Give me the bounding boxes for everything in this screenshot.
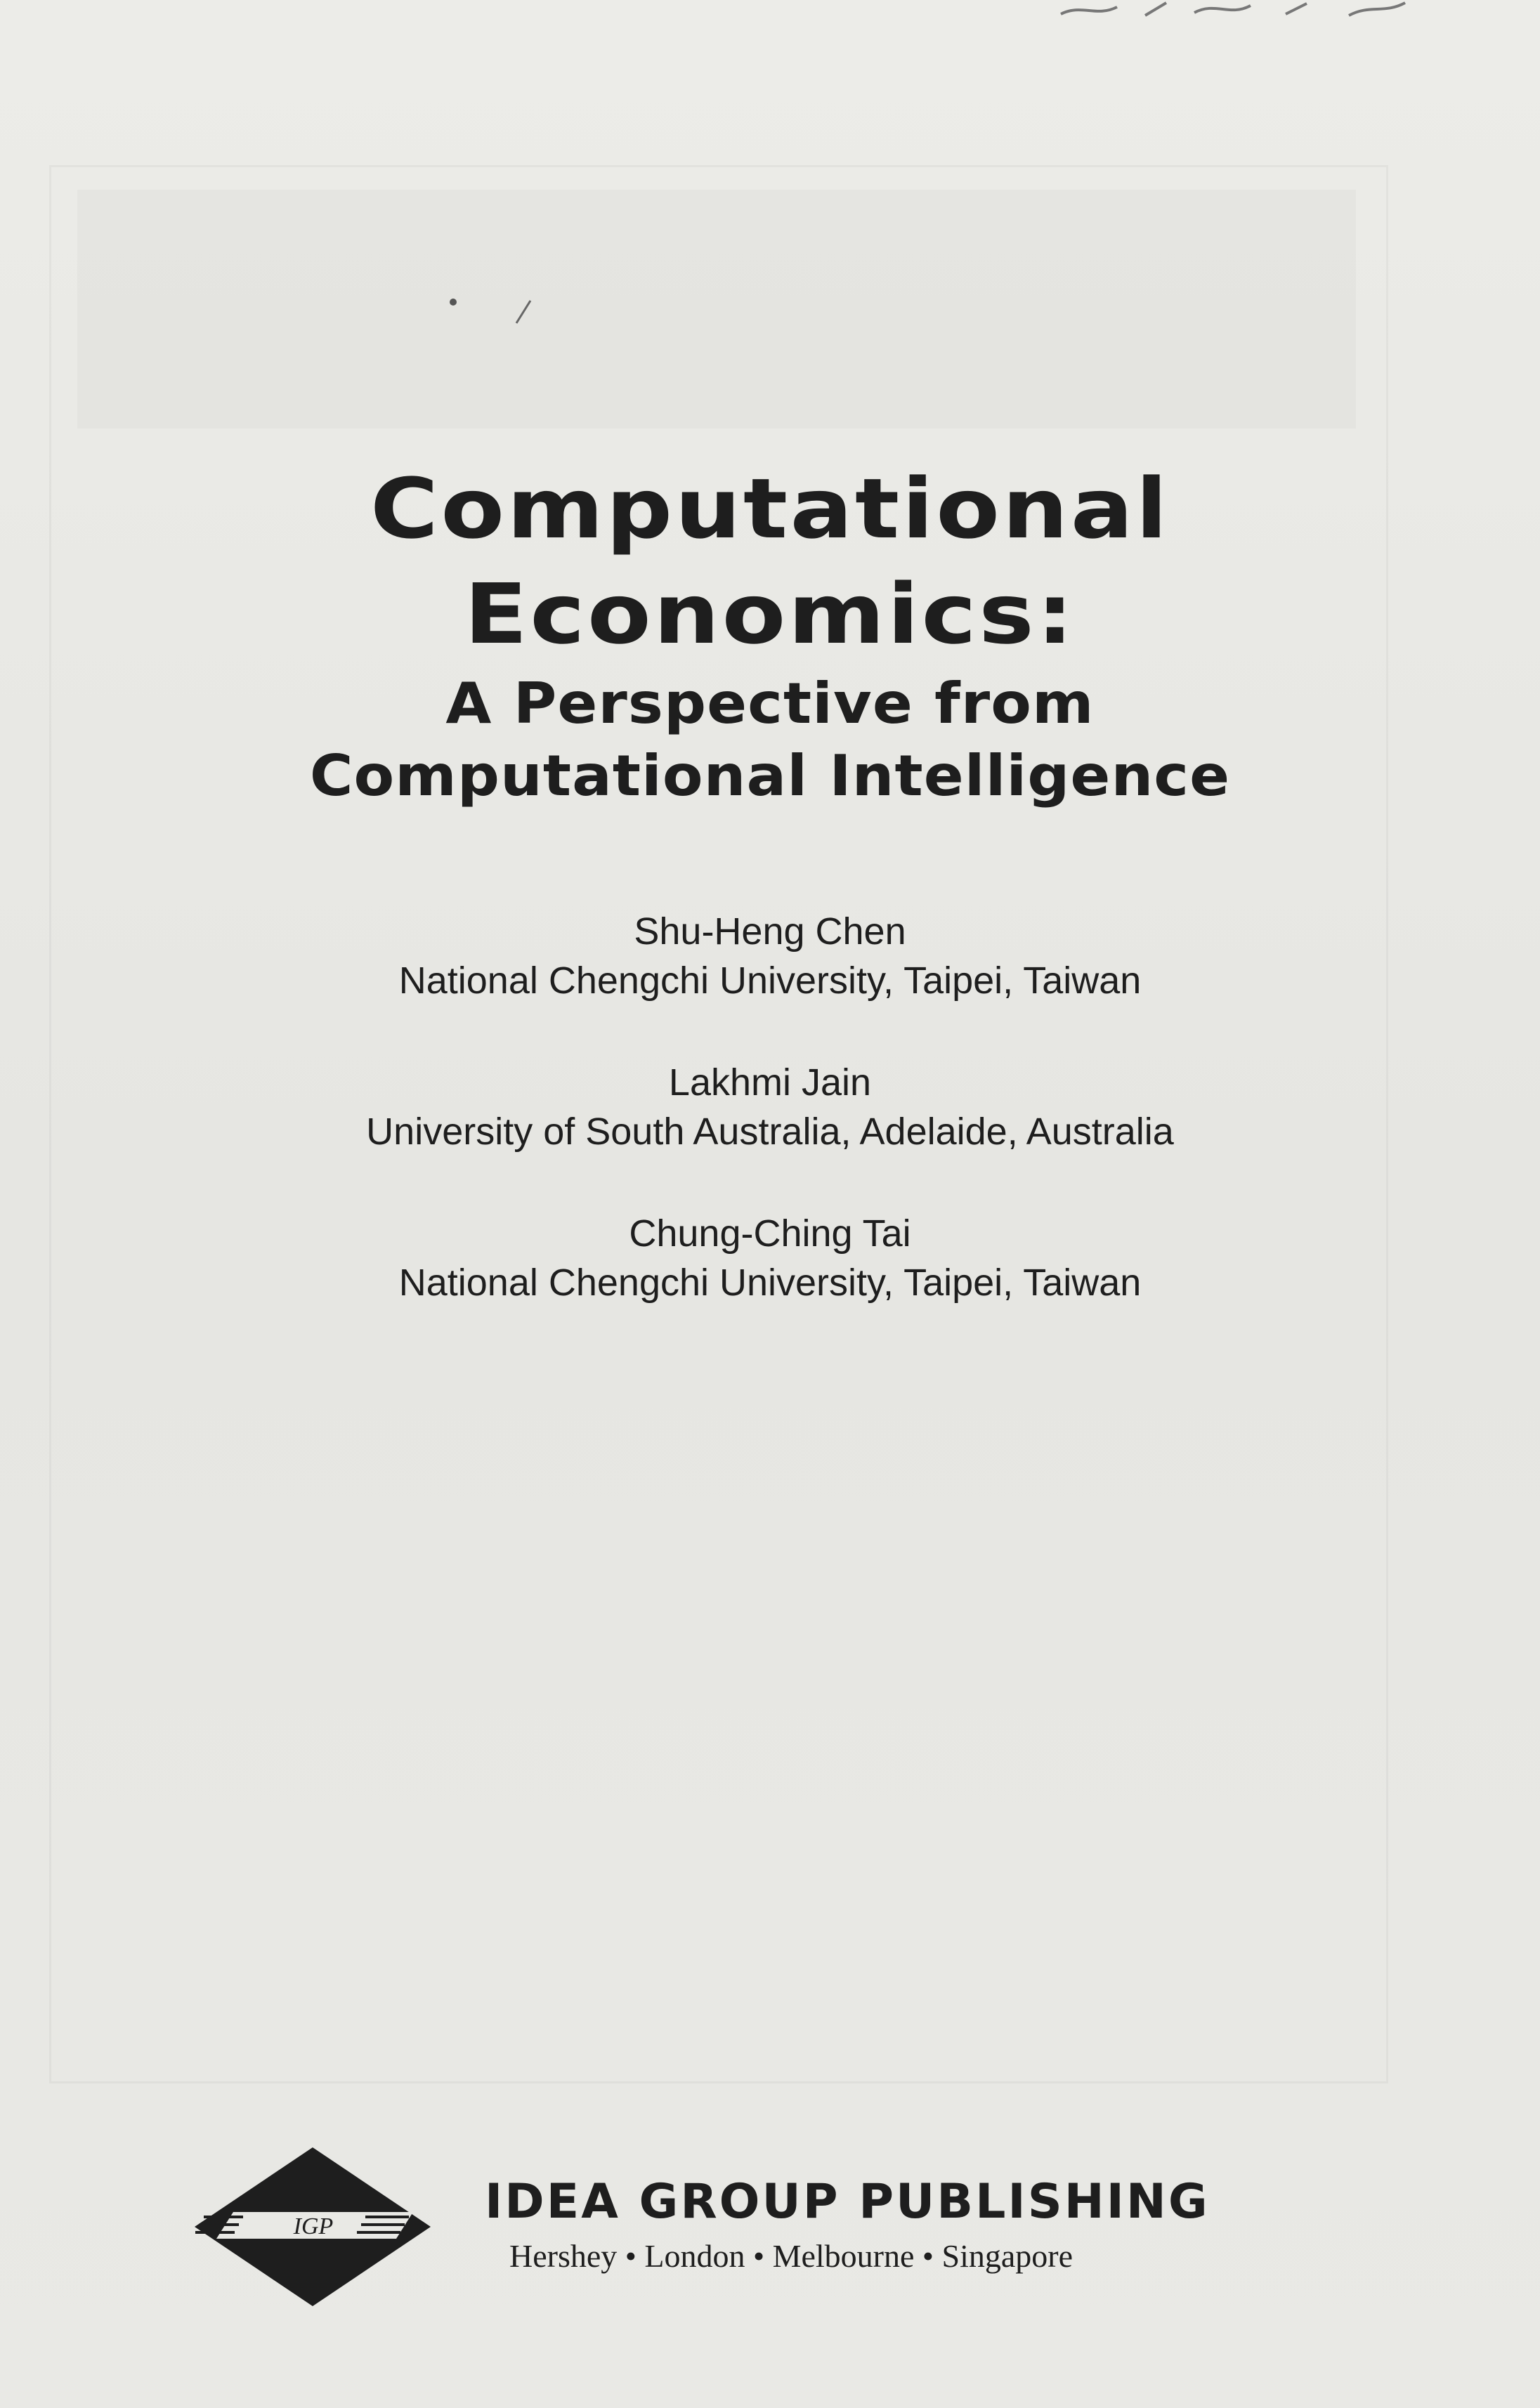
author-name: Shu-Heng Chen xyxy=(634,910,906,953)
hair-mark-icon xyxy=(513,299,534,327)
pencil-mark-icon xyxy=(1054,0,1419,21)
author-affiliation: University of South Australia, Adelaide, Australia xyxy=(366,1111,1174,1153)
dust-speck xyxy=(450,299,457,306)
book-title-line1: Computational xyxy=(370,460,1170,557)
author-name: Chung-Ching Tai xyxy=(629,1212,911,1255)
show-through-shade xyxy=(77,190,1356,428)
publisher-name: IDEA GROUP PUBLISHING xyxy=(485,2174,1210,2230)
book-subtitle-line1: A Perspective from xyxy=(445,671,1095,736)
book-subtitle-line2: Computational Intelligence xyxy=(309,743,1231,809)
publisher-logo-text: IGP xyxy=(293,2213,334,2239)
author-name: Lakhmi Jain xyxy=(668,1061,872,1104)
publisher-cities: Hershey • London • Melbourne • Singapore xyxy=(509,2238,1074,2274)
author-affiliation: National Chengchi University, Taipei, Taiwan xyxy=(398,1262,1142,1304)
book-title-line2: Economics: xyxy=(464,565,1076,662)
author-affiliation: National Chengchi University, Taipei, Taiwan xyxy=(398,960,1142,1002)
publisher-logo-icon xyxy=(190,2146,436,2308)
